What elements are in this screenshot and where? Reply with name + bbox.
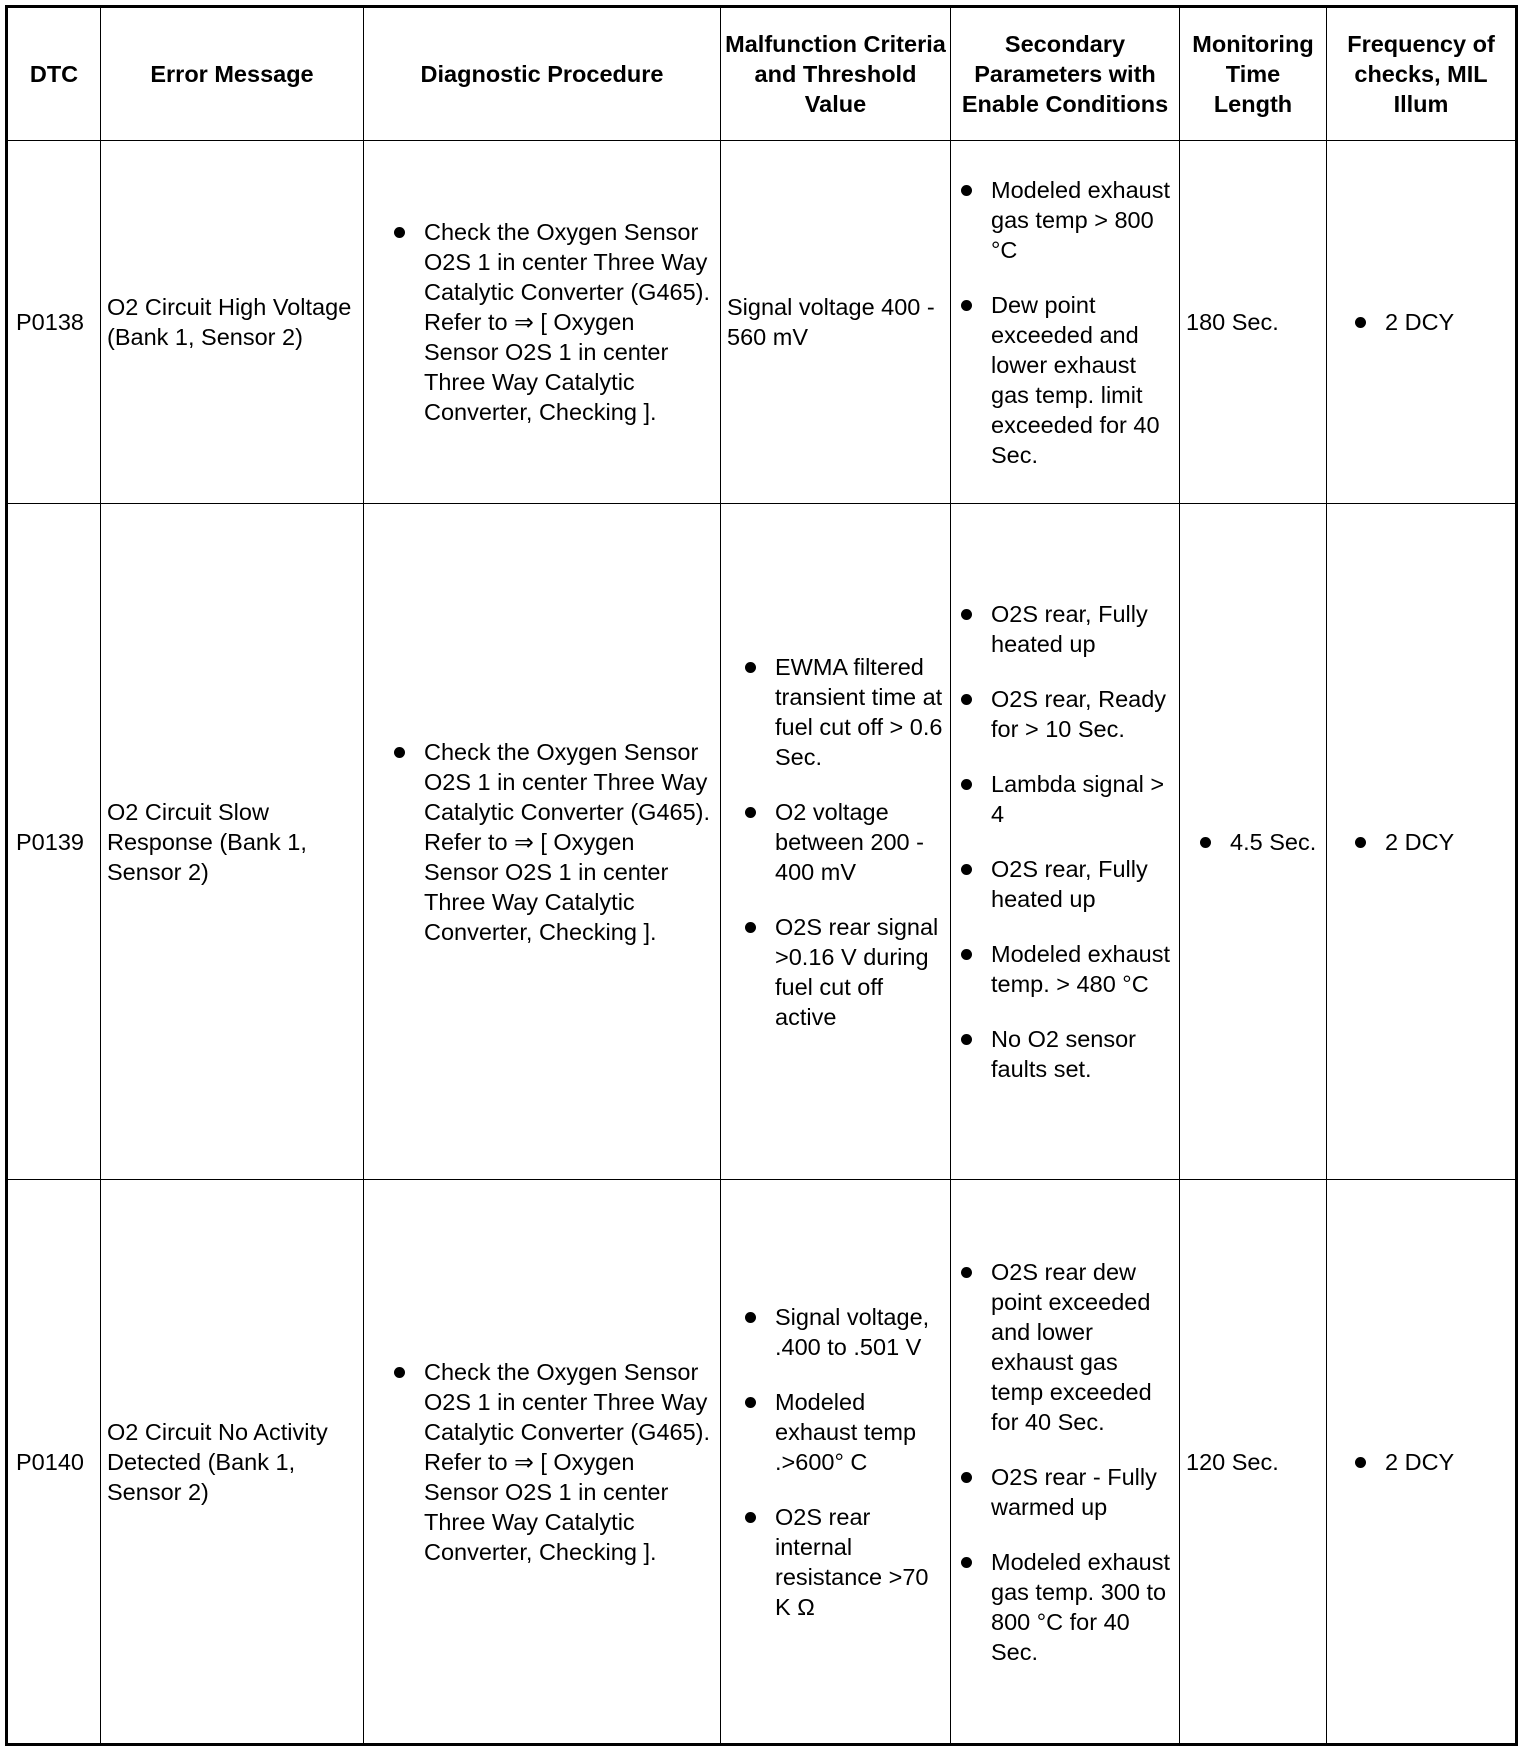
list-item: Modeled exhaust temp .>600° C	[741, 1387, 944, 1477]
list-item: No O2 sensor faults set.	[957, 1024, 1173, 1084]
header-row	[7, 7, 1517, 141]
frequency	[1327, 141, 1517, 504]
list-item: Check the Oxygen Sensor O2S 1 in center Three Way Catalytic Converter (G465). Refer to ⇒ [ Oxygen Sensor O2S 1 in center Three Way Catalytic Converter, Checking ].	[390, 1357, 714, 1567]
diagnostic-procedure	[364, 504, 721, 1180]
list-item: Dew point exceeded and lower exhaust gas temp. limit exceeded for 40 Sec.	[957, 290, 1173, 470]
frequency	[1327, 1180, 1517, 1745]
header-malfunction-criteria: Malfunction Criteria and Threshold Value	[721, 7, 951, 141]
malfunction-criteria: Signal voltage 400 - 560 mV	[721, 141, 951, 504]
error-message: O2 Circuit No Activity Detected (Bank 1, Sensor 2)	[101, 1180, 364, 1745]
list-item: EWMA filtered transient time at fuel cut off > 0.6 Sec.	[741, 652, 944, 772]
list-item: Modeled exhaust temp. > 480 °C	[957, 939, 1173, 999]
header-error-message: Error Message	[101, 7, 364, 141]
list-item: Check the Oxygen Sensor O2S 1 in center Three Way Catalytic Converter (G465). Refer to ⇒ [ Oxygen Sensor O2S 1 in center Three Way Catalytic Converter, Checking ].	[390, 737, 714, 947]
list-item: Modeled exhaust gas temp > 800 °C	[957, 175, 1173, 265]
dtc-table	[5, 5, 1518, 1746]
procedure-list	[370, 217, 714, 427]
list-item: 2 DCY	[1351, 1447, 1509, 1477]
procedure-list	[370, 737, 714, 947]
malfunction-criteria	[721, 1180, 951, 1745]
list-item: Signal voltage, .400 to .501 V	[741, 1302, 944, 1362]
header-monitoring-time: Monitoring Time Length	[1180, 7, 1327, 141]
malfunction-criteria	[721, 504, 951, 1180]
criteria-list	[727, 1302, 944, 1622]
list-item: O2S rear internal resistance >70 K Ω	[741, 1502, 944, 1622]
monitoring-time: 180 Sec.	[1180, 141, 1327, 504]
header-frequency: Frequency of checks, MIL Illum	[1327, 7, 1517, 141]
frequency-list	[1333, 1447, 1509, 1477]
secondary-parameters	[951, 504, 1180, 1180]
frequency-list	[1333, 307, 1509, 337]
dtc-code: P0139	[7, 504, 101, 1180]
dtc-code: P0140	[7, 1180, 101, 1745]
diagnostic-procedure	[364, 141, 721, 504]
diagnostic-procedure	[364, 1180, 721, 1745]
secondary-list	[957, 1257, 1173, 1667]
list-item: O2S rear, Fully heated up	[957, 854, 1173, 914]
list-item: O2S rear signal >0.16 V during fuel cut off active	[741, 912, 944, 1032]
header-diagnostic-procedure: Diagnostic Procedure	[364, 7, 721, 141]
list-item: 4.5 Sec.	[1196, 827, 1320, 857]
list-item: O2 voltage between 200 - 400 mV	[741, 797, 944, 887]
dtc-code: P0138	[7, 141, 101, 504]
list-item: 2 DCY	[1351, 307, 1509, 337]
procedure-list	[370, 1357, 714, 1567]
error-message: O2 Circuit Slow Response (Bank 1, Sensor 2)	[101, 504, 364, 1180]
header-secondary-parameters: Secondary Parameters with Enable Conditions	[951, 7, 1180, 141]
table-row	[7, 141, 1517, 504]
list-item: O2S rear - Fully warmed up	[957, 1462, 1173, 1522]
frequency-list	[1333, 827, 1509, 857]
criteria-list	[727, 652, 944, 1032]
secondary-list	[957, 175, 1173, 470]
header-dtc: DTC	[7, 7, 101, 141]
secondary-parameters	[951, 141, 1180, 504]
list-item: Modeled exhaust gas temp. 300 to 800 °C for 40 Sec.	[957, 1547, 1173, 1667]
list-item: Check the Oxygen Sensor O2S 1 in center Three Way Catalytic Converter (G465). Refer to ⇒ [ Oxygen Sensor O2S 1 in center Three Way Catalytic Converter, Checking ].	[390, 217, 714, 427]
error-message: O2 Circuit High Voltage (Bank 1, Sensor 2)	[101, 141, 364, 504]
list-item: O2S rear dew point exceeded and lower exhaust gas temp exceeded for 40 Sec.	[957, 1257, 1173, 1437]
list-item: Lambda signal > 4	[957, 769, 1173, 829]
secondary-parameters	[951, 1180, 1180, 1745]
monitoring-time	[1180, 504, 1327, 1180]
monitoring-time: 120 Sec.	[1180, 1180, 1327, 1745]
time-list	[1186, 827, 1320, 857]
secondary-list	[957, 599, 1173, 1084]
frequency	[1327, 504, 1517, 1180]
list-item: 2 DCY	[1351, 827, 1509, 857]
list-item: O2S rear, Fully heated up	[957, 599, 1173, 659]
table-row	[7, 504, 1517, 1180]
list-item: O2S rear, Ready for > 10 Sec.	[957, 684, 1173, 744]
table-row	[7, 1180, 1517, 1745]
